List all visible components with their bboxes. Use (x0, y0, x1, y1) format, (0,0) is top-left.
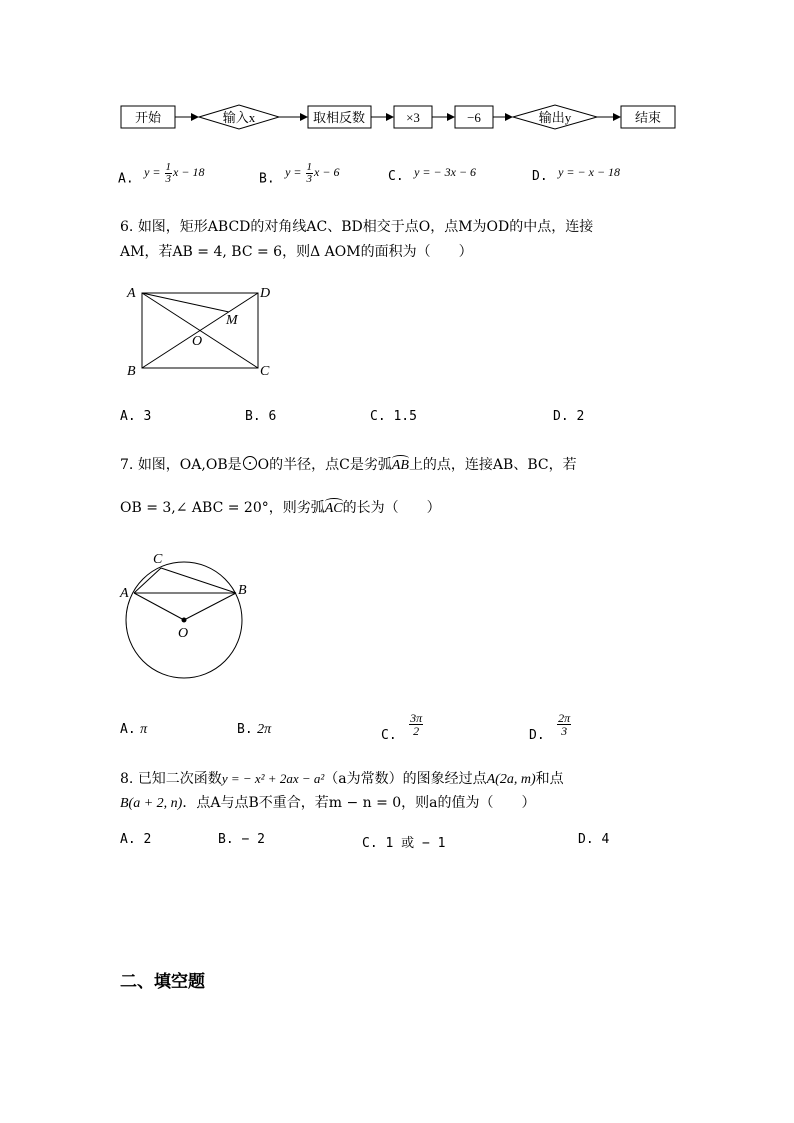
q8-stem-line1: 8. 已知二次函数y = − x² + 2ax − a²（a为常数）的图象经过点A(2a, m)和点 (120, 771, 564, 787)
q6-stem-line2: AM，若AB = 4, BC = 6，则Δ AOM的面积为（ ） (120, 244, 473, 260)
q8-stem-line2: B(a + 2, n)．点A与点B不重合，若m − n = 0，则a的值为（ ） (120, 795, 536, 811)
option-letter: C. (388, 169, 404, 184)
chord-cb (161, 568, 236, 593)
chord-ac (134, 568, 161, 593)
q5-option-b[interactable] (259, 161, 340, 191)
q6-stem-line1: 6. 如图，矩形ABCD的对角线AC、BD相交于点O，点M为OD的中点，连接 (120, 219, 594, 235)
label-c: C (260, 364, 270, 379)
q7-circle-figure (116, 548, 266, 683)
radius-ob (184, 593, 236, 620)
q6-option-c[interactable]: C. 1.5 (370, 409, 417, 424)
option-expr: y = $\frac{1}{3}$ x − 6 (285, 161, 340, 185)
flowchart (115, 98, 685, 138)
option-expr: y = − 3x − 6 (414, 165, 477, 179)
q5-option-c[interactable] (388, 165, 477, 184)
q7-stem-line2: OB = 3,∠ ABC = 20°，则劣弧AC的长为（ ） (120, 500, 441, 516)
flow-step-label: 输出y (538, 110, 572, 125)
flow-step-label: ×3 (406, 110, 420, 125)
option-letter: D. (532, 169, 548, 184)
q6-option-d[interactable]: D. 2 (553, 409, 585, 424)
q5-option-a[interactable] (118, 161, 205, 191)
flow-step-label: 结束 (634, 110, 662, 125)
q6-rectangle-figure (122, 282, 282, 382)
q6-option-b[interactable]: B. 6 (245, 409, 277, 424)
flow-step-label: 取相反数 (312, 110, 366, 125)
q8-option-a[interactable]: A. 2 (120, 832, 152, 847)
q8-option-b[interactable]: B. − 2 (218, 832, 265, 847)
label-o: O (192, 334, 203, 349)
label-c: C (153, 552, 163, 567)
label-d: D (260, 286, 271, 301)
q8-option-d[interactable]: D. 4 (578, 832, 610, 847)
label-o: O (178, 626, 189, 641)
q7-option-d[interactable]: D. $\frac{2\pi}{3}$ (529, 711, 571, 743)
label-b: B (238, 583, 247, 598)
arc-ab: AB (391, 458, 409, 473)
flow-step-label: 开始 (134, 110, 162, 125)
flow-step-label: −6 (467, 110, 481, 125)
label-a: A (127, 286, 136, 301)
option-expr: y = − x − 18 (558, 165, 621, 179)
label-a: A (120, 586, 129, 601)
q7-stem-line1: 7. 如图，OA,OB是 O的半径，点C是劣弧AB上的点，连接AB、BC，若 (120, 457, 577, 473)
label-m: M (226, 313, 238, 328)
option-letter: A. (118, 171, 134, 187)
flow-step-label: 输入x (222, 110, 256, 125)
center-point (182, 618, 187, 623)
q6-option-a[interactable]: A. 3 (120, 409, 152, 424)
radius-oa (134, 593, 184, 620)
option-letter: B. (259, 171, 275, 187)
segment-am (142, 293, 229, 312)
q7-option-c[interactable]: C. $\frac{3\pi}{2}$ (381, 711, 423, 743)
q8-option-c[interactable]: C. 1 或 − 1 (362, 836, 446, 851)
q7-option-a[interactable]: A. π (120, 722, 148, 737)
q5-option-d[interactable] (532, 165, 621, 184)
label-b: B (127, 364, 136, 379)
circle-dot-icon (243, 456, 257, 470)
option-expr: y = $\frac{1}{3}$ x − 18 (144, 161, 205, 185)
arc-ac: AC (324, 501, 343, 516)
section-heading: 二、填空题 (120, 972, 205, 992)
q7-option-b[interactable]: B. 2π (237, 722, 272, 737)
